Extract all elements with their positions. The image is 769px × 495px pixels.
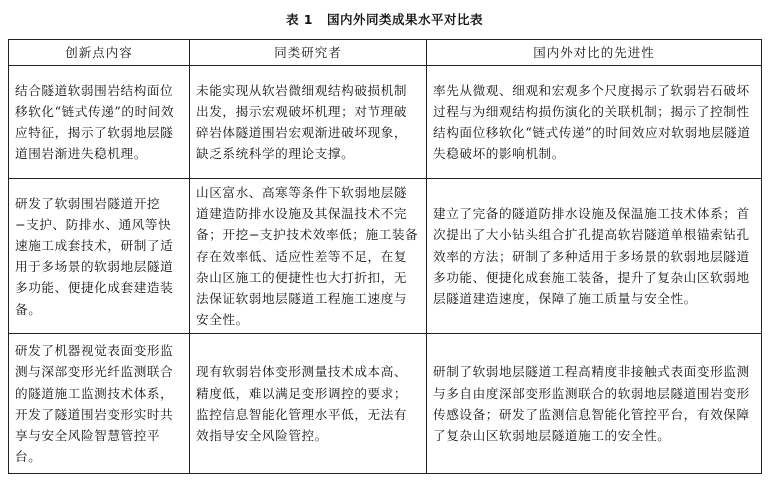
table-number: 表 1 xyxy=(285,12,314,27)
comparison-table xyxy=(8,39,762,474)
cell-advantage: 建立了完备的隧道防排水设施及保温施工技术体系；首次提出了大小钻头组合扩孔提高软岩隧道单根锚索钻孔效率的方法；研制了多种适用于多场景的软弱地层隧道多功能、便捷化成套施工装备，提升了复杂山区软弱地层隧道建造速度，保障了施工质量与安全性。 xyxy=(427,179,762,334)
header-row xyxy=(9,40,762,66)
cell-peers: 现有软弱岩体变形测量技术成本高、精度低，难以满足变形调控的要求；监控信息智能化管理水平低，无法有效指导安全风险管控。 xyxy=(190,334,427,474)
table-caption xyxy=(0,10,769,28)
cell-advantage: 研制了软弱地层隧道工程高精度非接触式表面变形监测与多自由度深部变形监测联合的软弱地层隧道围岩变形传感设备；研发了监测信息智能化管控平台，有效保障了复杂山区软弱地层隧道施工的安全性。 xyxy=(427,334,762,474)
cell-peers: 未能实现从软岩微细观结构破损机制出发，揭示宏观破坏机理；对节理破碎岩体隧道围岩宏观渐进破坏现象，缺乏系统科学的理论支撑。 xyxy=(190,66,427,179)
cell-advantage: 率先从微观、细观和宏观多个尺度揭示了软弱岩石破坏过程与为细观结构损伤演化的关联机制；揭示了控制性结构面位移软化“链式传递”的时间效应对软弱地层隧道失稳破坏的影响机制。 xyxy=(427,66,762,179)
table-title: 国内外同类成果水平对比表 xyxy=(327,12,484,27)
table-row xyxy=(9,334,762,474)
header-peers: 同类研究者 xyxy=(190,40,427,66)
header-innovation: 创新点内容 xyxy=(9,40,190,66)
cell-innovation: 研发了机器视觉表面变形监测与深部变形光纤监测联合的隧道施工监测技术体系，开发了隧道围岩变形实时共享与安全风险智慧管控平台。 xyxy=(9,334,190,474)
cell-innovation: 研发了软弱围岩隧道开挖−支护、防排水、通风等快速施工成套技术，研制了适用于多场景的软弱地层隧道多功能、便捷化成套建造装备。 xyxy=(9,179,190,334)
cell-peers: 山区富水、高寒等条件下软弱地层隧道建造防排水设施及其保温技术不完备；开挖−支护技术效率低；施工装备存在效率低、适应性差等不足，在复杂山区施工的便捷性也大打折扣，无法保证软弱地层隧道工程施工速度与安全性。 xyxy=(190,179,427,334)
cell-innovation: 结合隧道软弱围岩结构面位移软化“链式传递”的时间效应特征，揭示了软弱地层隧道围岩渐进失稳机理。 xyxy=(9,66,190,179)
header-advantage: 国内外对比的先进性 xyxy=(427,40,762,66)
table-row xyxy=(9,179,762,334)
table-row xyxy=(9,66,762,179)
